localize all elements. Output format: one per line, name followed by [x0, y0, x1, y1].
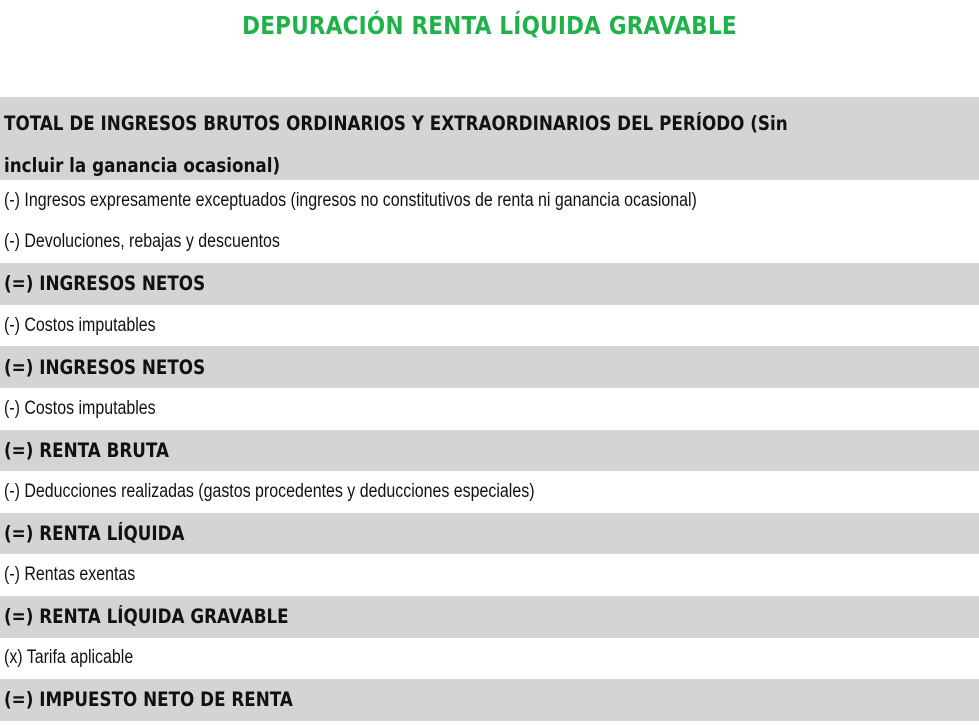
- row-rentas-exentas: [0, 554, 979, 596]
- row-label: TOTAL DE INGRESOS BRUTOS ORDINARIOS Y EXTRAORDINARIOS DEL PERÍODO (Sin incluir la ganancia ocasional): [4, 112, 788, 177]
- row-label: (-) Costos imputables: [4, 314, 156, 336]
- row-devoluciones: [0, 222, 979, 264]
- row-renta-bruta: [0, 430, 979, 472]
- page-title: DEPURACIÓN RENTA LÍQUIDA GRAVABLE: [242, 10, 737, 40]
- row-renta-liquida-gravable: [0, 596, 979, 638]
- row-ingresos-netos-2: [0, 346, 979, 388]
- row-deducciones: [0, 471, 979, 513]
- row-label: (-) Costos imputables: [4, 397, 156, 419]
- row-label: (=) IMPUESTO NETO DE RENTA: [4, 688, 293, 712]
- row-costos-imputables-2: [0, 388, 979, 430]
- row-total-ingresos-brutos: [0, 97, 979, 180]
- row-label: (=) INGRESOS NETOS: [4, 355, 206, 379]
- row-renta-liquida: [0, 513, 979, 555]
- row-costos-imputables: [0, 305, 979, 347]
- row-label: (-) Ingresos expresamente exceptuados (ingresos no constitutivos de renta ni ganancia ocasional): [4, 189, 697, 211]
- depuracion-table: [0, 97, 979, 721]
- row-ingresos-exceptuados: [0, 180, 979, 222]
- row-label: (=) RENTA BRUTA: [4, 438, 170, 462]
- row-label: (x) Tarifa aplicable: [4, 647, 134, 669]
- row-tarifa-aplicable: [0, 638, 979, 680]
- row-label: (=) RENTA LÍQUIDA GRAVABLE: [4, 605, 289, 629]
- row-label: (=) INGRESOS NETOS: [4, 272, 206, 296]
- row-ingresos-netos: [0, 263, 979, 305]
- row-label: (-) Deducciones realizadas (gastos procedentes y deducciones especiales): [4, 480, 535, 502]
- row-label: (-) Rentas exentas: [4, 564, 136, 586]
- row-label: (-) Devoluciones, rebajas y descuentos: [4, 231, 280, 253]
- row-impuesto-neto: [0, 679, 979, 721]
- row-label: (=) RENTA LÍQUIDA: [4, 522, 185, 546]
